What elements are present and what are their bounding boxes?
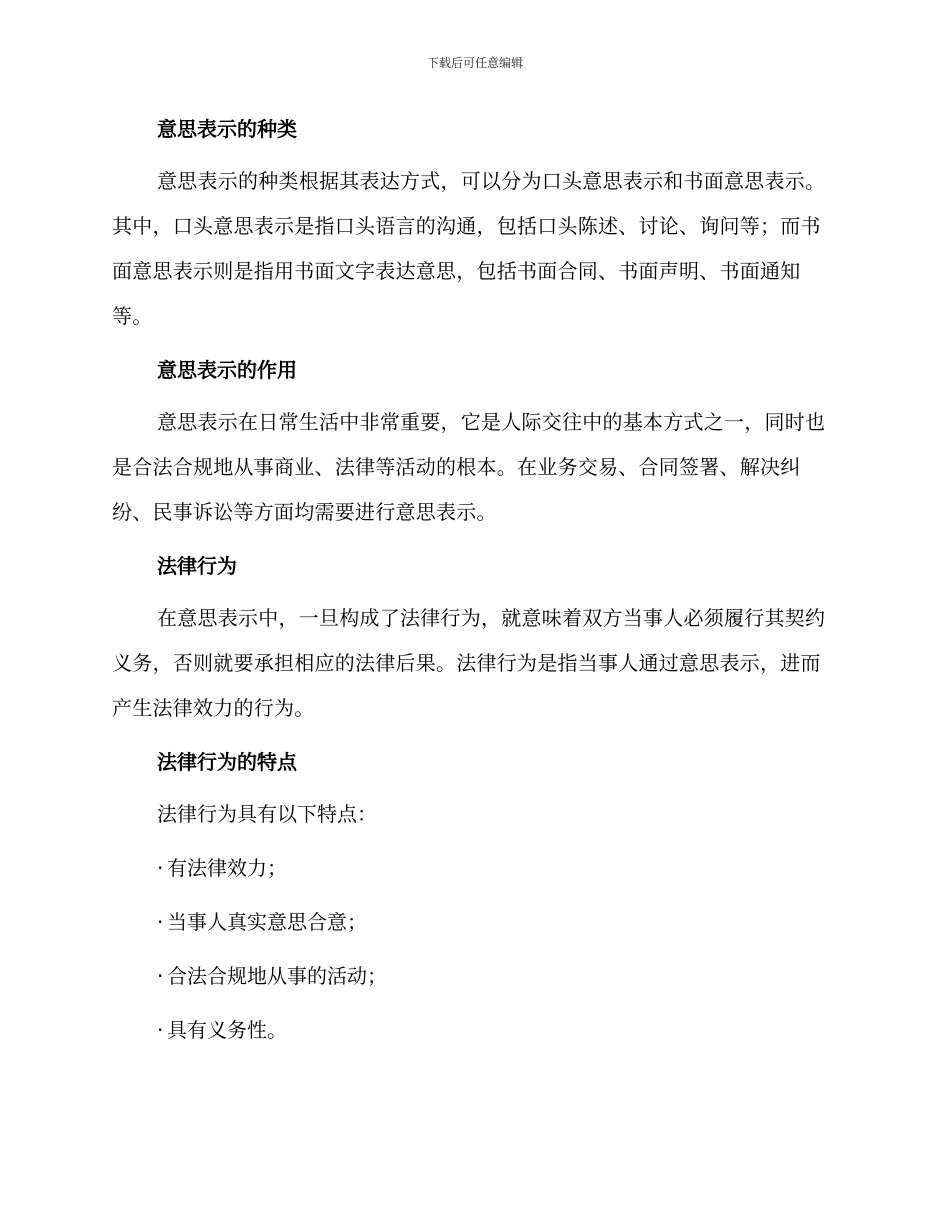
- section-paragraph-types: 意思表示的种类根据其表达方式，可以分为口头意思表示和书面意思表示。其中，口头意思表示是指口头语言的沟通，包括口头陈述、讨论、询问等；而书面意思表示则是指用书面文字表达意思，包括书面合同、书面声明、书面通知等。: [112, 169, 826, 328]
- section-paragraph-legal-act: 在意思表示中，一旦构成了法律行为，就意味着双方当事人必须履行其契约义务，否则就要承担相应的法律后果。法律行为是指当事人通过意思表示，进而产生法律效力的行为。: [112, 606, 826, 720]
- features-intro: 法律行为具有以下特点：: [157, 802, 377, 826]
- document-body: [112, 108, 832, 1051]
- features-list: [112, 847, 832, 1051]
- section-heading-role: 意思表示的作用: [157, 358, 297, 382]
- list-item-text: 有法律效力；: [167, 856, 287, 880]
- section-paragraph-role: 意思表示在日常生活中非常重要，它是人际交往中的基本方式之一，同时也是合法合规地从事商业、法律等活动的根本。在业务交易、合同签署、解决纠纷、民事诉讼等方面均需要进行意思表示。: [112, 410, 826, 524]
- bullet-dot: ·: [157, 1018, 164, 1042]
- bullet-dot: ·: [157, 964, 164, 988]
- bullet-dot: ·: [157, 910, 164, 934]
- list-item: [157, 847, 832, 889]
- list-item: [157, 1009, 832, 1051]
- list-item-text: 合法合规地从事的活动；: [167, 964, 387, 988]
- list-item-text: 当事人真实意思合意；: [167, 910, 367, 934]
- list-item: [157, 955, 832, 997]
- list-item: [157, 901, 832, 943]
- section-heading-types: 意思表示的种类: [157, 117, 297, 141]
- section-heading-legal-act: 法律行为: [157, 554, 237, 578]
- header-note: 下载后可任意编辑: [426, 56, 523, 70]
- section-heading-features: 法律行为的特点: [157, 750, 297, 774]
- list-item-text: 具有义务性。: [167, 1018, 287, 1042]
- bullet-dot: ·: [157, 856, 164, 880]
